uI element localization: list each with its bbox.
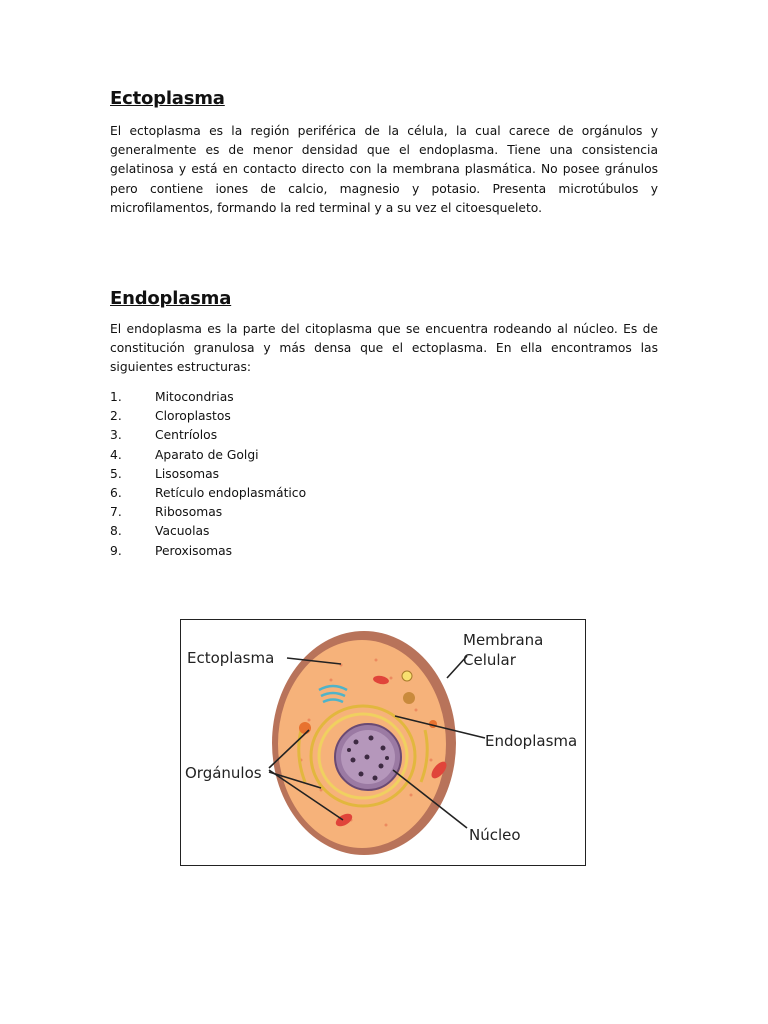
list-number: 5.: [110, 466, 122, 481]
list-label: Ribosomas: [155, 505, 223, 520]
cell-illustration: [181, 620, 585, 865]
list-label: Cloroplastos: [155, 409, 231, 424]
list-label: Centríolos: [155, 428, 218, 443]
list-number: 9.: [110, 543, 122, 558]
list-item: [110, 542, 306, 561]
list-item: [110, 388, 306, 407]
endoplasma-paragraph: El endoplasma es la parte del citoplasma que se encuentra rodeando al núcleo. Es de constitución granulosa y más densa que el ectoplasma. En ella encontramos las siguientes estructuras:: [110, 322, 658, 375]
peroxisome: [299, 722, 311, 734]
list-number: 1.: [110, 390, 122, 404]
list-label: Retículo endoplasmático: [155, 485, 307, 500]
list-label: Aparato de Golgi: [155, 447, 259, 462]
list-number: 7.: [110, 505, 122, 520]
lysosome: [403, 692, 415, 704]
label-celular: Celular: [463, 651, 516, 669]
list-number: 4.: [110, 447, 122, 462]
list-item: [110, 407, 306, 426]
list-item: [110, 465, 306, 484]
list-item: [110, 484, 306, 503]
label-nucleo: Núcleo: [469, 826, 521, 844]
list-item: [110, 446, 306, 465]
label-organulos: Orgánulos: [185, 764, 262, 782]
list-label: Mitocondrias: [155, 390, 234, 404]
cell-diagram: [180, 619, 586, 866]
list-item: [110, 426, 306, 445]
list-number: 8.: [110, 524, 122, 539]
list-label: Vacuolas: [155, 524, 210, 539]
list-number: 3.: [110, 428, 122, 443]
vacuole: [402, 671, 412, 681]
label-ectoplasma: Ectoplasma: [187, 649, 275, 667]
list-label: Lisosomas: [155, 466, 220, 481]
ectoplasma-heading: Ectoplasma: [110, 88, 225, 109]
list-number: 2.: [110, 409, 122, 424]
list-label: Peroxisomas: [155, 543, 233, 558]
label-membrana: Membrana: [463, 631, 544, 649]
list-number: 6.: [110, 485, 122, 500]
structures-list: [110, 388, 306, 561]
list-item: [110, 503, 306, 522]
list-item: [110, 522, 306, 541]
endoplasma-heading: Endoplasma: [110, 288, 232, 309]
ectoplasma-paragraph: El ectoplasma es la región periférica de la célula, la cual carece de orgánulos y generalmente es de menor densidad que el endoplasma. Tiene una consistencia gelatinosa y está en contacto directo con la membrana plasmática. No posee gránulos pero contiene iones de calcio, magnesio y potasio. Presenta microtúbulos y microfilamentos, formando la red terminal y a su vez el citoesqueleto.: [110, 124, 658, 215]
label-endoplasma: Endoplasma: [485, 732, 578, 750]
